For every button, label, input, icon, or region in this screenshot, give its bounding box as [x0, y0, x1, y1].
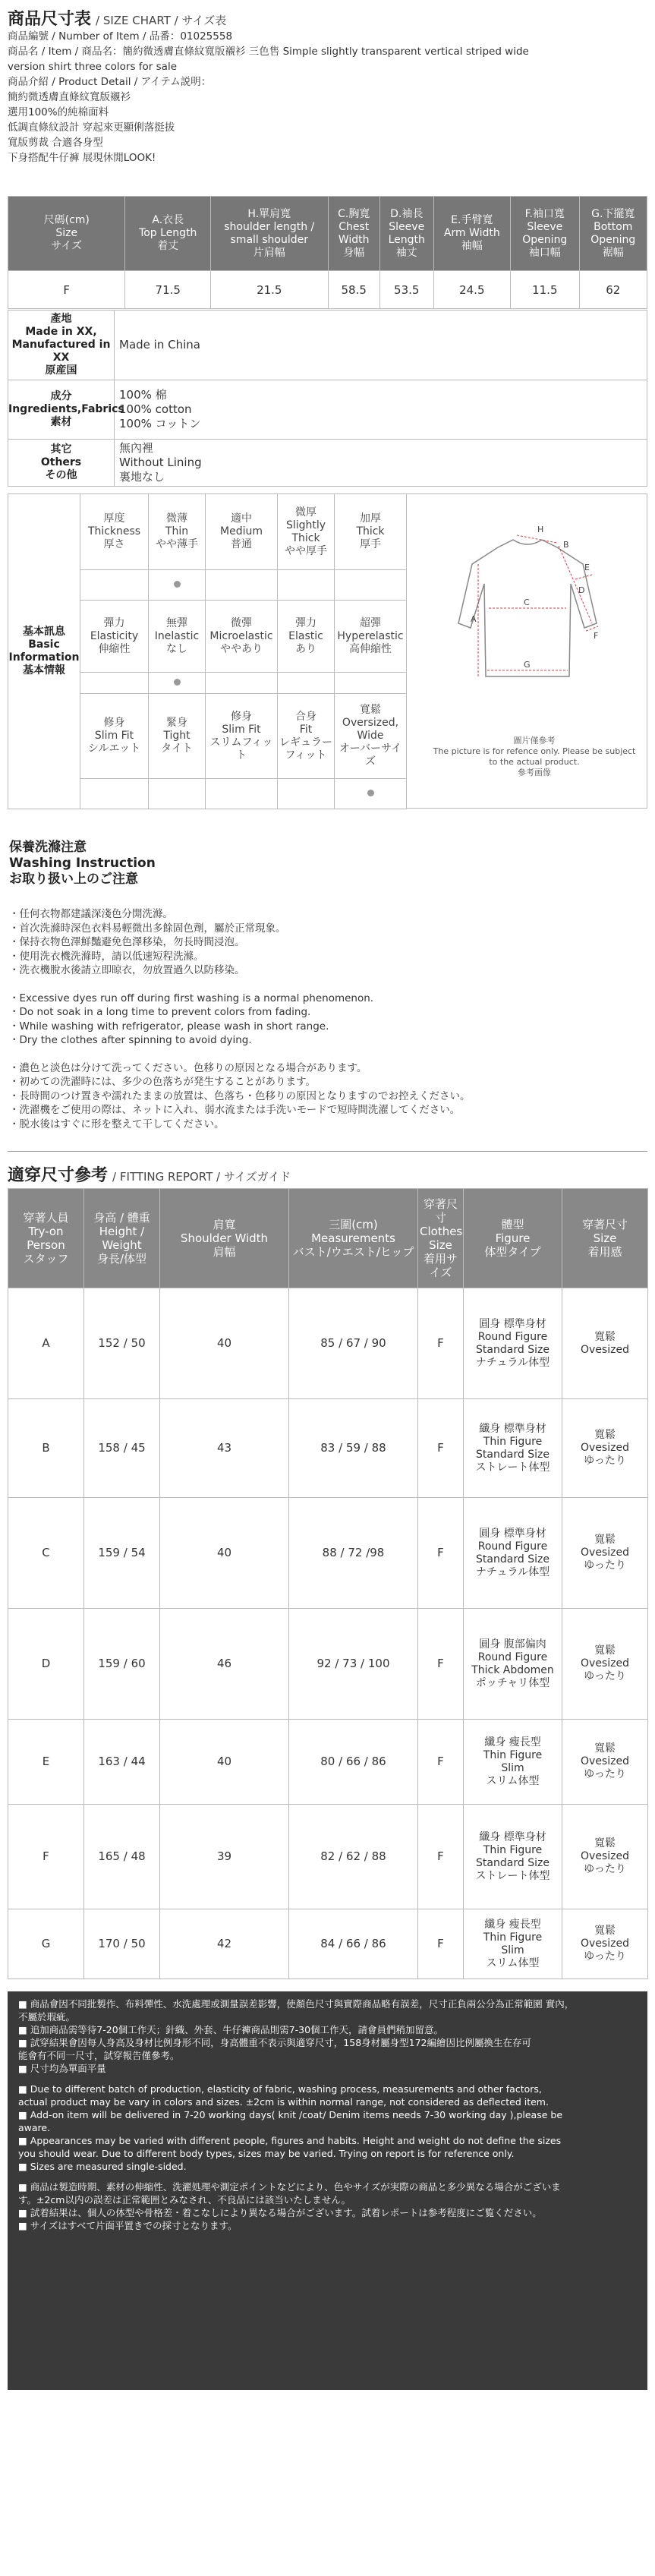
care-line-zh: ・保持衣物色澤鮮豔避免色澤移染，勿長時間浸泡。 [9, 936, 245, 948]
fitting-cell: A [8, 1288, 84, 1399]
fitting-cell: 92 / 73 / 100 [289, 1609, 418, 1720]
fitting-cell: F [418, 1805, 464, 1909]
care-title-jp: お取り扱い上のご注意 [9, 872, 138, 887]
size-value-cell: 58.5 [328, 271, 379, 309]
materials-table [8, 310, 647, 487]
fit-feel-cell: 寬鬆 Ovesized ゆったり [562, 1805, 648, 1909]
elasticity-label: 彈力 Elasticity 伸縮性 [80, 601, 149, 673]
note-line-en: you should wear. Due to different body types, sizes may be varied. Trying on report is for reference only. [18, 2148, 515, 2159]
fitting-cell: F [418, 1609, 464, 1720]
care-line-zh: ・首次洗滌時深色衣料易輕微出多餘固色劑，屬於正常現象。 [9, 922, 286, 935]
note-line-zh: ■ 商品會因不同批製作、布料彈性、水洗處理或測量誤差影響，使顏色尺寸與實際商品略有誤差，尺寸正負兩公分為正常範圍 實內， [18, 1998, 575, 2010]
fitting-cell: 159 / 54 [84, 1498, 160, 1609]
care-line-zh: ・使用洗衣機洗滌時，請以低速短程洗滌。 [9, 950, 204, 963]
note-line-zh: ■ 尺寸均為單面平量 [18, 2063, 106, 2074]
thickness-option: 微薄 Thin やや薄手 [149, 494, 206, 570]
care-title: 保養洗滌注意 [9, 840, 87, 855]
diagram-letter: E [584, 563, 590, 572]
note-line-en: ■ Sizes are measured single-sided. [18, 2161, 187, 2172]
fitting-cell: F [418, 1399, 464, 1498]
selected-dot [367, 790, 374, 796]
size-chart-subtitle: / SIZE CHART / サイズ表 [96, 14, 227, 27]
product-info-line: version shirt three colors for sale [8, 61, 178, 73]
fitting-table [8, 1188, 648, 1979]
diagram-letter: A [471, 614, 477, 624]
size-chart-title: 商品尺寸表 [8, 10, 92, 29]
fitting-row [8, 1720, 648, 1805]
fitting-title: 適穿尺寸參考 [8, 1166, 109, 1185]
fitting-row [8, 1609, 648, 1720]
size-label-cell: F [8, 271, 125, 309]
fit-feel-cell: 寬鬆 Ovesized ゆったり [562, 1498, 648, 1609]
fit-option: 修身 Slim Fit スリムフィット [206, 694, 278, 779]
note-line-jp: ■ サイズはすべて片面平置きでの採寸となります。 [18, 2220, 238, 2231]
fitting-column-header: 肩寬 Shoulder Width 肩幅 [160, 1189, 289, 1288]
fitting-column-header: 體型 Figure 体型タイプ [464, 1189, 562, 1288]
figure-type-cell: 纖身 標準身材 Thin Figure Standard Size ストレート体型 [464, 1399, 562, 1498]
elasticity-option: 微彈 Microelastic ややあり [206, 601, 278, 673]
notes-panel [8, 1991, 647, 2390]
thickness-option: 加厚 Thick 厚手 [335, 494, 407, 570]
care-line-jp: ・長時間のつけ置きや濡れたままの放置は、色落ち・色移りの原因となりますのでお控えください。 [9, 1089, 471, 1102]
fitting-row [8, 1288, 648, 1399]
fitting-cell: F [418, 1498, 464, 1609]
fitting-cell: B [8, 1399, 84, 1498]
note-line-en: ■ Due to different batch of production, elasticity of fabric, washing process, measurements and other factors, [18, 2083, 542, 2095]
note-line-zh: ■ 追加商品需等待7-20個工作天；針織、外套、牛仔褲商品則需7-30個工作天，請會員們稍加留意。 [18, 2024, 444, 2035]
size-value-cell: 21.5 [211, 271, 328, 309]
fitting-cell: 88 / 72 /98 [289, 1498, 418, 1609]
fitting-cell: 40 [160, 1720, 289, 1805]
diagram-letter: C [524, 597, 530, 607]
fitting-column-header: 穿著人員 Try-on Person スタッフ [8, 1189, 84, 1288]
size-value-cell: 62 [579, 271, 647, 309]
fitting-cell: 43 [160, 1399, 289, 1498]
selected-dot [174, 679, 181, 686]
note-line-jp: ■ 試着結果は、個人の体型や骨格差・着こなしにより異なる場合がございます。試着レポートは参考程度にご覧ください。 [18, 2207, 542, 2218]
size-value-cell: 53.5 [379, 271, 433, 309]
fitting-cell: 170 / 50 [84, 1909, 160, 1979]
product-info-line: 簡約微透膚直條紋寬版襯衫 [8, 91, 131, 103]
fit-feel-cell: 寬鬆 Ovesized ゆったり [562, 1909, 648, 1979]
figure-type-cell: 纖身 瘦長型 Thin Figure Slim スリム体型 [464, 1720, 562, 1805]
note-line-en: aware. [18, 2122, 51, 2133]
diagram-letter: B [563, 540, 569, 550]
product-info-line: 低調直條紋設計 穿起來更顯俐落挺拔 [8, 121, 175, 134]
diagram-letter: D [578, 585, 585, 595]
note-line-zh: ■ 試穿結果會因每人身高及身材比例身形不同，身高體重不表示與適穿尺寸，158身材屬身型172編繪因比例屬換生在存可 [18, 2037, 532, 2048]
fitting-row [8, 1909, 648, 1979]
fitting-cell: 165 / 48 [84, 1805, 160, 1909]
fitting-cell: F [418, 1720, 464, 1805]
thickness-option: 適中 Medium 普通 [206, 494, 278, 570]
care-line-jp: ・初めての洗濯時には、多少の色落ちが発生することがあります。 [9, 1076, 316, 1088]
fitting-cell: 84 / 66 / 86 [289, 1909, 418, 1979]
elasticity-option: 彈力 Elastic あり [278, 601, 335, 673]
product-header [0, 0, 655, 196]
fitting-row [8, 1399, 648, 1498]
care-line-jp: ・洗濯機をご使用の際は、ネットに入れ、弱水流または手洗いモードで短時間洗濯してください。 [9, 1104, 461, 1116]
fitting-column-header: 穿著尺寸 Clothes Size 着用サイズ [418, 1189, 464, 1288]
diagram-letter: H [537, 525, 544, 534]
note-line-jp: ■ 商品は製造時期、素材の伸縮性、洗濯処理や測定ポイントなどにより、色やサイズが実際の商品と多少異なる場合がございま [18, 2181, 561, 2193]
origin-label: 產地 Made in XX, Manufactured in XX 原産国 [8, 311, 115, 380]
fit-label: 修身 Slim Fit シルエット [80, 694, 149, 779]
fitting-row [8, 1498, 648, 1609]
fitting-cell: 152 / 50 [84, 1288, 160, 1399]
fitting-cell: 158 / 45 [84, 1399, 160, 1498]
fit-feel-cell: 寬鬆 Ovesized ゆったり [562, 1609, 648, 1720]
care-line-zh: ・任何衣物都建議深淺色分開洗滌。 [9, 908, 173, 920]
thickness-label: 厚度 Thickness 厚さ [80, 494, 149, 570]
fitting-cell: 46 [160, 1609, 289, 1720]
size-column-header: D.袖長 Sleeve Length 袖丈 [379, 197, 433, 271]
care-line-en: ・While washing with refrigerator, please wash in short range. [9, 1020, 329, 1033]
care-line-jp: ・濃色と淡色は分けて洗ってください。色移りの原因となる場合があります。 [9, 1061, 367, 1074]
size-column-header: 尺碼(cm) Size サイズ [8, 197, 125, 271]
size-value-cell: 71.5 [125, 271, 211, 309]
other-label: 其它 Others その他 [8, 440, 115, 487]
size-table [8, 196, 647, 309]
figure-type-cell: 纖身 瘦長型 Thin Figure Slim スリム体型 [464, 1909, 562, 1979]
size-column-header: A.衣長 Top Length 着丈 [125, 197, 211, 271]
diagram-caption: 圖片僅參考 The picture is for refence only. Please be subject to the actual product. 參考画像 [433, 736, 636, 777]
selected-dot [174, 581, 181, 588]
fabric-label: 成分 Ingredients,Fabrics 素材 [8, 380, 115, 440]
washing-instructions [0, 840, 655, 1151]
elasticity-option: 超彈 Hyperelastic 高伸縮性 [335, 601, 407, 673]
fitting-cell: 40 [160, 1288, 289, 1399]
fitting-cell: 159 / 60 [84, 1609, 160, 1720]
fitting-cell: 85 / 67 / 90 [289, 1288, 418, 1399]
other-value: 無內裡 Without Lining 裏地なし [115, 440, 647, 487]
note-line-en: ■ Appearances may be varied with different people, figures and habits. Height and weight do not define the sizes [18, 2135, 562, 2146]
fitting-cell: 80 / 66 / 86 [289, 1720, 418, 1805]
size-column-header: F.袖口寬 Sleeve Opening 袖口幅 [511, 197, 579, 271]
product-info-line: 商品介紹 / Product Detail / アイテム説明： [8, 76, 212, 88]
size-value-cell: 11.5 [511, 271, 579, 309]
figure-type-cell: 圓身 標準身材 Round Figure Standard Size ナチュラル体型 [464, 1498, 562, 1609]
product-info-lines [8, 29, 647, 166]
fitting-cell: E [8, 1720, 84, 1805]
fitting-cell: 163 / 44 [84, 1720, 160, 1805]
diagram-letter: G [524, 660, 531, 670]
fitting-cell: 40 [160, 1498, 289, 1609]
figure-type-cell: 圓身 腹部偏肉 Round Figure Thick Abdomen ポッチャリ体型 [464, 1609, 562, 1720]
origin-value: Made in China [115, 311, 647, 380]
figure-type-cell: 纖身 標準身材 Thin Figure Standard Size ストレート体型 [464, 1805, 562, 1909]
thickness-option: 微厚 Slightly Thick やや厚手 [278, 494, 335, 570]
fitting-cell: 82 / 62 / 88 [289, 1805, 418, 1909]
shirt-measure-diagram [407, 517, 648, 745]
fit-feel-cell: 寬鬆 Ovesized ゆったり [562, 1720, 648, 1805]
fitting-cell: D [8, 1609, 84, 1720]
diagram-letter: F [594, 631, 599, 641]
fitting-cell: F [418, 1909, 464, 1979]
fitting-subtitle: / FITTING REPORT / サイズガイド [112, 1170, 291, 1184]
size-column-header: G.下擺寬 Bottom Opening 裾幅 [579, 197, 647, 271]
fitting-cell: 83 / 59 / 88 [289, 1399, 418, 1498]
product-info-line: 商品名 / Item / 商品名：簡約微透膚直條紋寬版襯衫 三色售 Simple slightly transparent vertical striped wide [8, 46, 529, 58]
product-info-line: 選用100%的純棉面料 [8, 106, 109, 118]
note-line-en: actual product may be vary in colors and sizes. ±2cm is within normal range, not considered as deflected item. [18, 2096, 549, 2108]
product-info-line: 商品編號 / Number of Item / 品番：01025558 [8, 30, 233, 43]
product-info-line: 寬版剪裁 合適各身型 [8, 137, 103, 149]
care-line-en: ・Excessive dyes run off during first washing is a normal phenomenon. [9, 992, 374, 1004]
fitting-cell: F [418, 1288, 464, 1399]
garment-diagram [407, 493, 647, 809]
fitting-column-header: 三圍(cm) Measurements バスト/ウエスト/ヒップ [289, 1189, 418, 1288]
size-column-header: C.胸寬 Chest Width 身幅 [328, 197, 379, 271]
fit-option: 緊身 Tight タイト [149, 694, 206, 779]
fabric-feel-table [8, 493, 407, 809]
care-title-en: Washing Instruction [9, 856, 156, 871]
product-info-line: 下身搭配牛仔褲 展現休閒LOOK! [8, 152, 156, 164]
fit-feel-cell: 寬鬆 Ovesized ゆったり [562, 1399, 648, 1498]
note-line-zh: 不屬於瑕疵。 [18, 2011, 76, 2023]
size-column-header: E.手臂寬 Arm Width 袖幅 [433, 197, 511, 271]
fitting-row [8, 1805, 648, 1909]
fitting-column-header: 穿著尺寸 Size 着用感 [562, 1189, 648, 1288]
basic-info-label: 基本訊息 Basic Information 基本情報 [8, 494, 80, 809]
elasticity-option: 無彈 Inelastic なし [149, 601, 206, 673]
fit-option: 寬鬆 Oversized, Wide オーバーサイズ [335, 694, 407, 779]
fitting-column-header: 身高 / 體重 Height / Weight 身長/体型 [84, 1189, 160, 1288]
fabric-value: 100% 棉 100% cotton 100% コットン [115, 380, 647, 440]
care-line-en: ・Do not soak in a long time to prevent colors from fading. [9, 1006, 311, 1018]
care-line-en: ・Dry the clothes after spinning to avoid dying. [9, 1034, 252, 1046]
fit-option: 合身 Fit レギュラーフィット [278, 694, 335, 779]
size-column-header: H.單肩寬 shoulder length / small shoulder 片肩幅 [211, 197, 328, 271]
fitting-cell: F [8, 1805, 84, 1909]
size-value-cell: 24.5 [433, 271, 511, 309]
care-line-zh: ・洗衣機脫水後請立即晾衣，勿放置過久以防移染。 [9, 964, 245, 976]
fitting-cell: 39 [160, 1805, 289, 1909]
fitting-cell: 42 [160, 1909, 289, 1979]
fitting-cell: G [8, 1909, 84, 1979]
care-line-jp: ・脱水後はすぐに形を整えて干してください。 [9, 1118, 225, 1130]
note-line-zh: 能會有不同一尺寸，試穿報告僅參考。 [18, 2050, 180, 2061]
note-line-jp: す。±2cm以内の誤差は正常範囲とみなされ、不良品には該当いたしません。 [18, 2194, 351, 2206]
fitting-cell: C [8, 1498, 84, 1609]
note-line-en: ■ Add-on item will be delivered in 7-20 working days( knit /coat/ Denim items needs 7-30 working day ),please be [18, 2109, 563, 2120]
fit-feel-cell: 寬鬆 Ovesized [562, 1288, 648, 1399]
figure-type-cell: 圓身 標準身材 Round Figure Standard Size ナチュラル体型 [464, 1288, 562, 1399]
